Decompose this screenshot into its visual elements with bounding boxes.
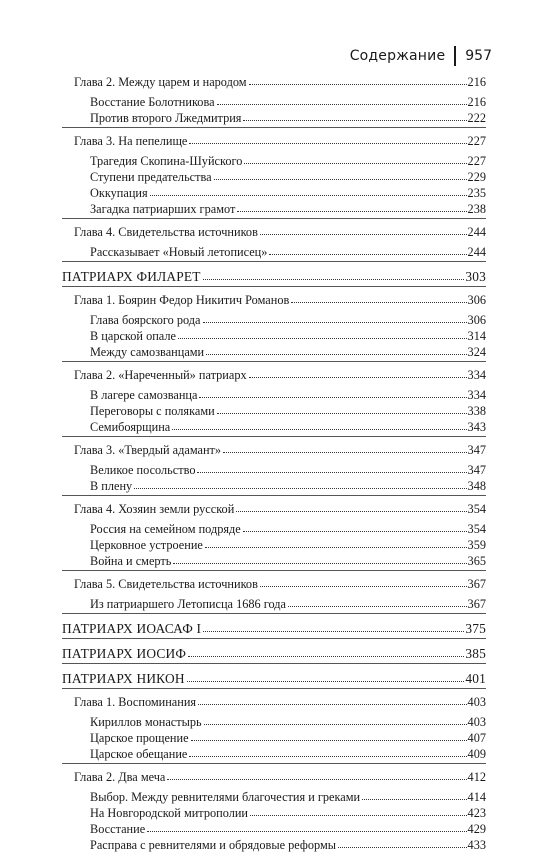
toc-entry-section[interactable] bbox=[62, 551, 486, 567]
toc-entry-title: Великое посольство bbox=[90, 462, 196, 477]
toc-entry-title: Глава 1. Боярин Федор Никитич Романов bbox=[74, 292, 290, 307]
toc-entry-title: Восстание bbox=[90, 821, 146, 836]
dot-leader bbox=[236, 511, 466, 512]
toc-entry-title: Война и смерть bbox=[90, 553, 172, 568]
toc-entry-page: 303 bbox=[465, 268, 486, 284]
toc-entry-page: 235 bbox=[467, 185, 486, 200]
toc-entry-page: 216 bbox=[467, 94, 486, 109]
toc-entry-title: ПАТРИАРХ НИКОН bbox=[62, 670, 185, 686]
toc-entry-title: Церковное устроение bbox=[90, 537, 203, 552]
toc-entry-title: Восстание Болотникова bbox=[90, 94, 215, 109]
toc-entry-section[interactable] bbox=[62, 167, 486, 183]
dot-leader bbox=[217, 104, 467, 105]
toc-entry-page: 407 bbox=[467, 730, 486, 745]
dot-leader bbox=[249, 84, 467, 85]
dot-leader bbox=[203, 279, 465, 280]
toc-entry-chapter[interactable] bbox=[62, 440, 486, 456]
page-number: 957 bbox=[465, 48, 492, 64]
toc-divider bbox=[62, 495, 486, 496]
toc-entry-part[interactable] bbox=[62, 642, 486, 660]
toc-entry-page: 385 bbox=[465, 645, 486, 661]
toc-entry-title: В лагере самозванца bbox=[90, 387, 198, 402]
toc-entry-section[interactable] bbox=[62, 744, 486, 760]
dot-leader bbox=[147, 831, 466, 832]
toc-entry-page: 359 bbox=[467, 537, 486, 552]
toc-entry-page: 367 bbox=[467, 576, 486, 591]
toc-entry-page: 365 bbox=[467, 553, 486, 568]
dot-leader bbox=[189, 756, 466, 757]
toc-entry-page: 347 bbox=[467, 462, 486, 477]
toc-entry-section[interactable] bbox=[62, 151, 486, 167]
toc-entry-page: 343 bbox=[467, 419, 486, 434]
toc-entry-title: Глава 5. Свидетельства источников bbox=[74, 576, 258, 591]
toc-entry-chapter[interactable] bbox=[62, 131, 486, 147]
dot-leader bbox=[214, 179, 467, 180]
dot-leader bbox=[217, 413, 467, 414]
toc-entry-page: 238 bbox=[467, 201, 486, 216]
toc-entry-section[interactable] bbox=[62, 310, 486, 326]
dot-leader bbox=[260, 234, 467, 235]
toc-entry-page: 244 bbox=[467, 224, 486, 239]
dot-leader bbox=[338, 847, 467, 848]
toc-entry-title: Глава 4. Хозяин земли русской bbox=[74, 501, 235, 516]
toc-entry-title: Семибоярщина bbox=[90, 419, 171, 434]
dot-leader bbox=[188, 656, 464, 657]
toc-entry-section[interactable] bbox=[62, 787, 486, 803]
toc-entry-title: Глава 4. Свидетельства источников bbox=[74, 224, 258, 239]
dot-leader bbox=[206, 354, 466, 355]
toc-entry-title: Трагедия Скопина-Шуйского bbox=[90, 153, 243, 168]
running-head-section: Содержание bbox=[349, 48, 446, 64]
toc-entry-title: Глава 2. Два меча bbox=[74, 769, 166, 784]
dot-leader bbox=[244, 163, 466, 164]
toc-divider bbox=[62, 218, 486, 219]
toc-entry-title: Против второго Лжедмитрия bbox=[90, 110, 242, 125]
toc-divider bbox=[62, 361, 486, 362]
toc-entry-chapter[interactable] bbox=[62, 365, 486, 381]
toc-entry-section[interactable] bbox=[62, 594, 486, 610]
toc-entry-chapter[interactable] bbox=[62, 692, 486, 708]
toc-entry-title: Расправа с ревнителями и обрядовые реформы bbox=[90, 837, 337, 852]
toc-entry-chapter[interactable] bbox=[62, 767, 486, 783]
toc-entry-chapter[interactable] bbox=[62, 574, 486, 590]
toc-entry-page: 354 bbox=[467, 521, 486, 536]
toc-entry-page: 412 bbox=[467, 769, 486, 784]
toc-divider bbox=[62, 688, 486, 689]
dot-leader bbox=[172, 429, 466, 430]
toc-entry-section[interactable] bbox=[62, 460, 486, 476]
toc-entry-title: Царское обещание bbox=[90, 746, 188, 761]
dot-leader bbox=[173, 563, 466, 564]
toc-entry-title: Выбор. Между ревнителями благочестия и греками bbox=[90, 789, 361, 804]
toc-entry-page: 229 bbox=[467, 169, 486, 184]
running-head bbox=[350, 45, 492, 67]
toc-entry-page: 401 bbox=[465, 670, 486, 686]
toc-entry-title: Между самозванцами bbox=[90, 344, 205, 359]
toc-entry-chapter[interactable] bbox=[62, 290, 486, 306]
toc-entry-title: Ступени предательства bbox=[90, 169, 212, 184]
toc-entry-title: Загадка патриарших грамот bbox=[90, 201, 236, 216]
toc-entry-page: 306 bbox=[467, 312, 486, 327]
toc-entry-title: ПАТРИАРХ ФИЛАРЕТ bbox=[62, 268, 201, 284]
toc-entry-section[interactable] bbox=[62, 819, 486, 835]
toc-entry-page: 334 bbox=[467, 367, 486, 382]
toc-entry-title: Россия на семейном подряде bbox=[90, 521, 241, 536]
toc-entry-title: Царское прощение bbox=[90, 730, 189, 745]
toc-entry-section[interactable] bbox=[62, 519, 486, 535]
dot-leader bbox=[205, 547, 467, 548]
toc-entry-page: 244 bbox=[467, 244, 486, 259]
toc-divider bbox=[62, 763, 486, 764]
dot-leader bbox=[237, 211, 466, 212]
toc-entry-page: 216 bbox=[467, 74, 486, 89]
dot-leader bbox=[199, 397, 466, 398]
toc-entry-section[interactable] bbox=[62, 803, 486, 819]
toc-entry-page: 375 bbox=[465, 620, 486, 636]
toc-divider bbox=[62, 570, 486, 571]
toc-entry-title: Глава 2. «Нареченный» патриарх bbox=[74, 367, 247, 382]
toc-entry-part[interactable] bbox=[62, 617, 486, 635]
toc-entry-page: 403 bbox=[467, 714, 486, 729]
toc-entry-title: Глава 3. «Твердый адамант» bbox=[74, 442, 222, 457]
dot-leader bbox=[134, 488, 466, 489]
toc-entry-chapter[interactable] bbox=[62, 222, 486, 238]
dot-leader bbox=[198, 704, 466, 705]
toc-entry-page: 423 bbox=[467, 805, 486, 820]
dot-leader bbox=[291, 302, 466, 303]
toc-divider bbox=[62, 127, 486, 128]
toc-entry-page: 314 bbox=[467, 328, 486, 343]
dot-leader bbox=[249, 377, 467, 378]
dot-leader bbox=[197, 472, 466, 473]
toc-entry-page: 433 bbox=[467, 837, 486, 852]
toc-entry-title: ПАТРИАРХ ИОАСАФ I bbox=[62, 620, 202, 636]
dot-leader bbox=[203, 631, 464, 632]
toc-entry-section[interactable] bbox=[62, 183, 486, 199]
toc-entry-page: 324 bbox=[467, 344, 486, 359]
toc-entry-title: Глава 1. Воспоминания bbox=[74, 694, 197, 709]
toc-entry-section[interactable] bbox=[62, 342, 486, 358]
toc-entry-section[interactable] bbox=[62, 712, 486, 728]
dot-leader bbox=[187, 681, 465, 682]
dot-leader bbox=[203, 322, 467, 323]
dot-leader bbox=[150, 195, 467, 196]
toc-entry-chapter[interactable] bbox=[62, 499, 486, 515]
toc-entry-section[interactable] bbox=[62, 417, 486, 433]
toc-entry-page: 354 bbox=[467, 501, 486, 516]
toc-entry-title: ПАТРИАРХ ИОСИФ bbox=[62, 645, 187, 661]
toc-entry-page: 338 bbox=[467, 403, 486, 418]
dot-leader bbox=[189, 143, 466, 144]
toc-entry-section[interactable] bbox=[62, 728, 486, 744]
toc-entry-section[interactable] bbox=[62, 199, 486, 215]
toc-entry-section[interactable] bbox=[62, 92, 486, 108]
table-of-contents bbox=[62, 72, 486, 851]
toc-entry-title: В плену bbox=[90, 478, 133, 493]
toc-entry-section[interactable] bbox=[62, 476, 486, 492]
toc-entry-section[interactable] bbox=[62, 242, 486, 258]
toc-entry-section[interactable] bbox=[62, 835, 486, 851]
toc-entry-part[interactable] bbox=[62, 667, 486, 685]
running-head-divider bbox=[454, 46, 456, 66]
toc-entry-page: 306 bbox=[467, 292, 486, 307]
toc-entry-title: Рассказывает «Новый летописец» bbox=[90, 244, 268, 259]
dot-leader bbox=[191, 740, 467, 741]
toc-entry-page: 367 bbox=[467, 596, 486, 611]
toc-entry-chapter[interactable] bbox=[62, 72, 486, 88]
toc-entry-page: 348 bbox=[467, 478, 486, 493]
toc-entry-title: Глава 3. На пепелище bbox=[74, 133, 188, 148]
toc-entry-page: 227 bbox=[467, 133, 486, 148]
toc-entry-page: 347 bbox=[467, 442, 486, 457]
dot-leader bbox=[178, 338, 467, 339]
toc-entry-page: 222 bbox=[467, 110, 486, 125]
toc-divider bbox=[62, 663, 486, 664]
toc-entry-page: 414 bbox=[467, 789, 486, 804]
toc-divider bbox=[62, 436, 486, 437]
toc-divider bbox=[62, 261, 486, 262]
toc-entry-part[interactable] bbox=[62, 265, 486, 283]
toc-entry-section[interactable] bbox=[62, 535, 486, 551]
toc-entry-page: 429 bbox=[467, 821, 486, 836]
toc-entry-page: 334 bbox=[467, 387, 486, 402]
toc-entry-title: Кириллов монастырь bbox=[90, 714, 202, 729]
toc-entry-title: Глава боярского рода bbox=[90, 312, 201, 327]
dot-leader bbox=[243, 531, 467, 532]
toc-entry-title: Оккупация bbox=[90, 185, 148, 200]
toc-entry-section[interactable] bbox=[62, 401, 486, 417]
dot-leader bbox=[167, 779, 466, 780]
toc-entry-page: 403 bbox=[467, 694, 486, 709]
toc-entry-title: Переговоры с поляками bbox=[90, 403, 215, 418]
dot-leader bbox=[288, 606, 467, 607]
dot-leader bbox=[269, 254, 466, 255]
dot-leader bbox=[250, 815, 467, 816]
dot-leader bbox=[223, 452, 466, 453]
toc-entry-title: На Новгородской митрополии bbox=[90, 805, 248, 820]
toc-entry-section[interactable] bbox=[62, 385, 486, 401]
toc-divider bbox=[62, 613, 486, 614]
toc-entry-title: Глава 2. Между царем и народом bbox=[74, 74, 247, 89]
toc-entry-title: В царской опале bbox=[90, 328, 176, 343]
toc-entry-section[interactable] bbox=[62, 108, 486, 124]
toc-entry-page: 409 bbox=[467, 746, 486, 761]
toc-divider bbox=[62, 286, 486, 287]
dot-leader bbox=[204, 724, 467, 725]
toc-entry-page: 227 bbox=[467, 153, 486, 168]
toc-entry-title: Из патриаршего Летописца 1686 года bbox=[90, 596, 286, 611]
toc-entry-section[interactable] bbox=[62, 326, 486, 342]
dot-leader bbox=[260, 586, 467, 587]
toc-divider bbox=[62, 638, 486, 639]
dot-leader bbox=[243, 120, 466, 121]
